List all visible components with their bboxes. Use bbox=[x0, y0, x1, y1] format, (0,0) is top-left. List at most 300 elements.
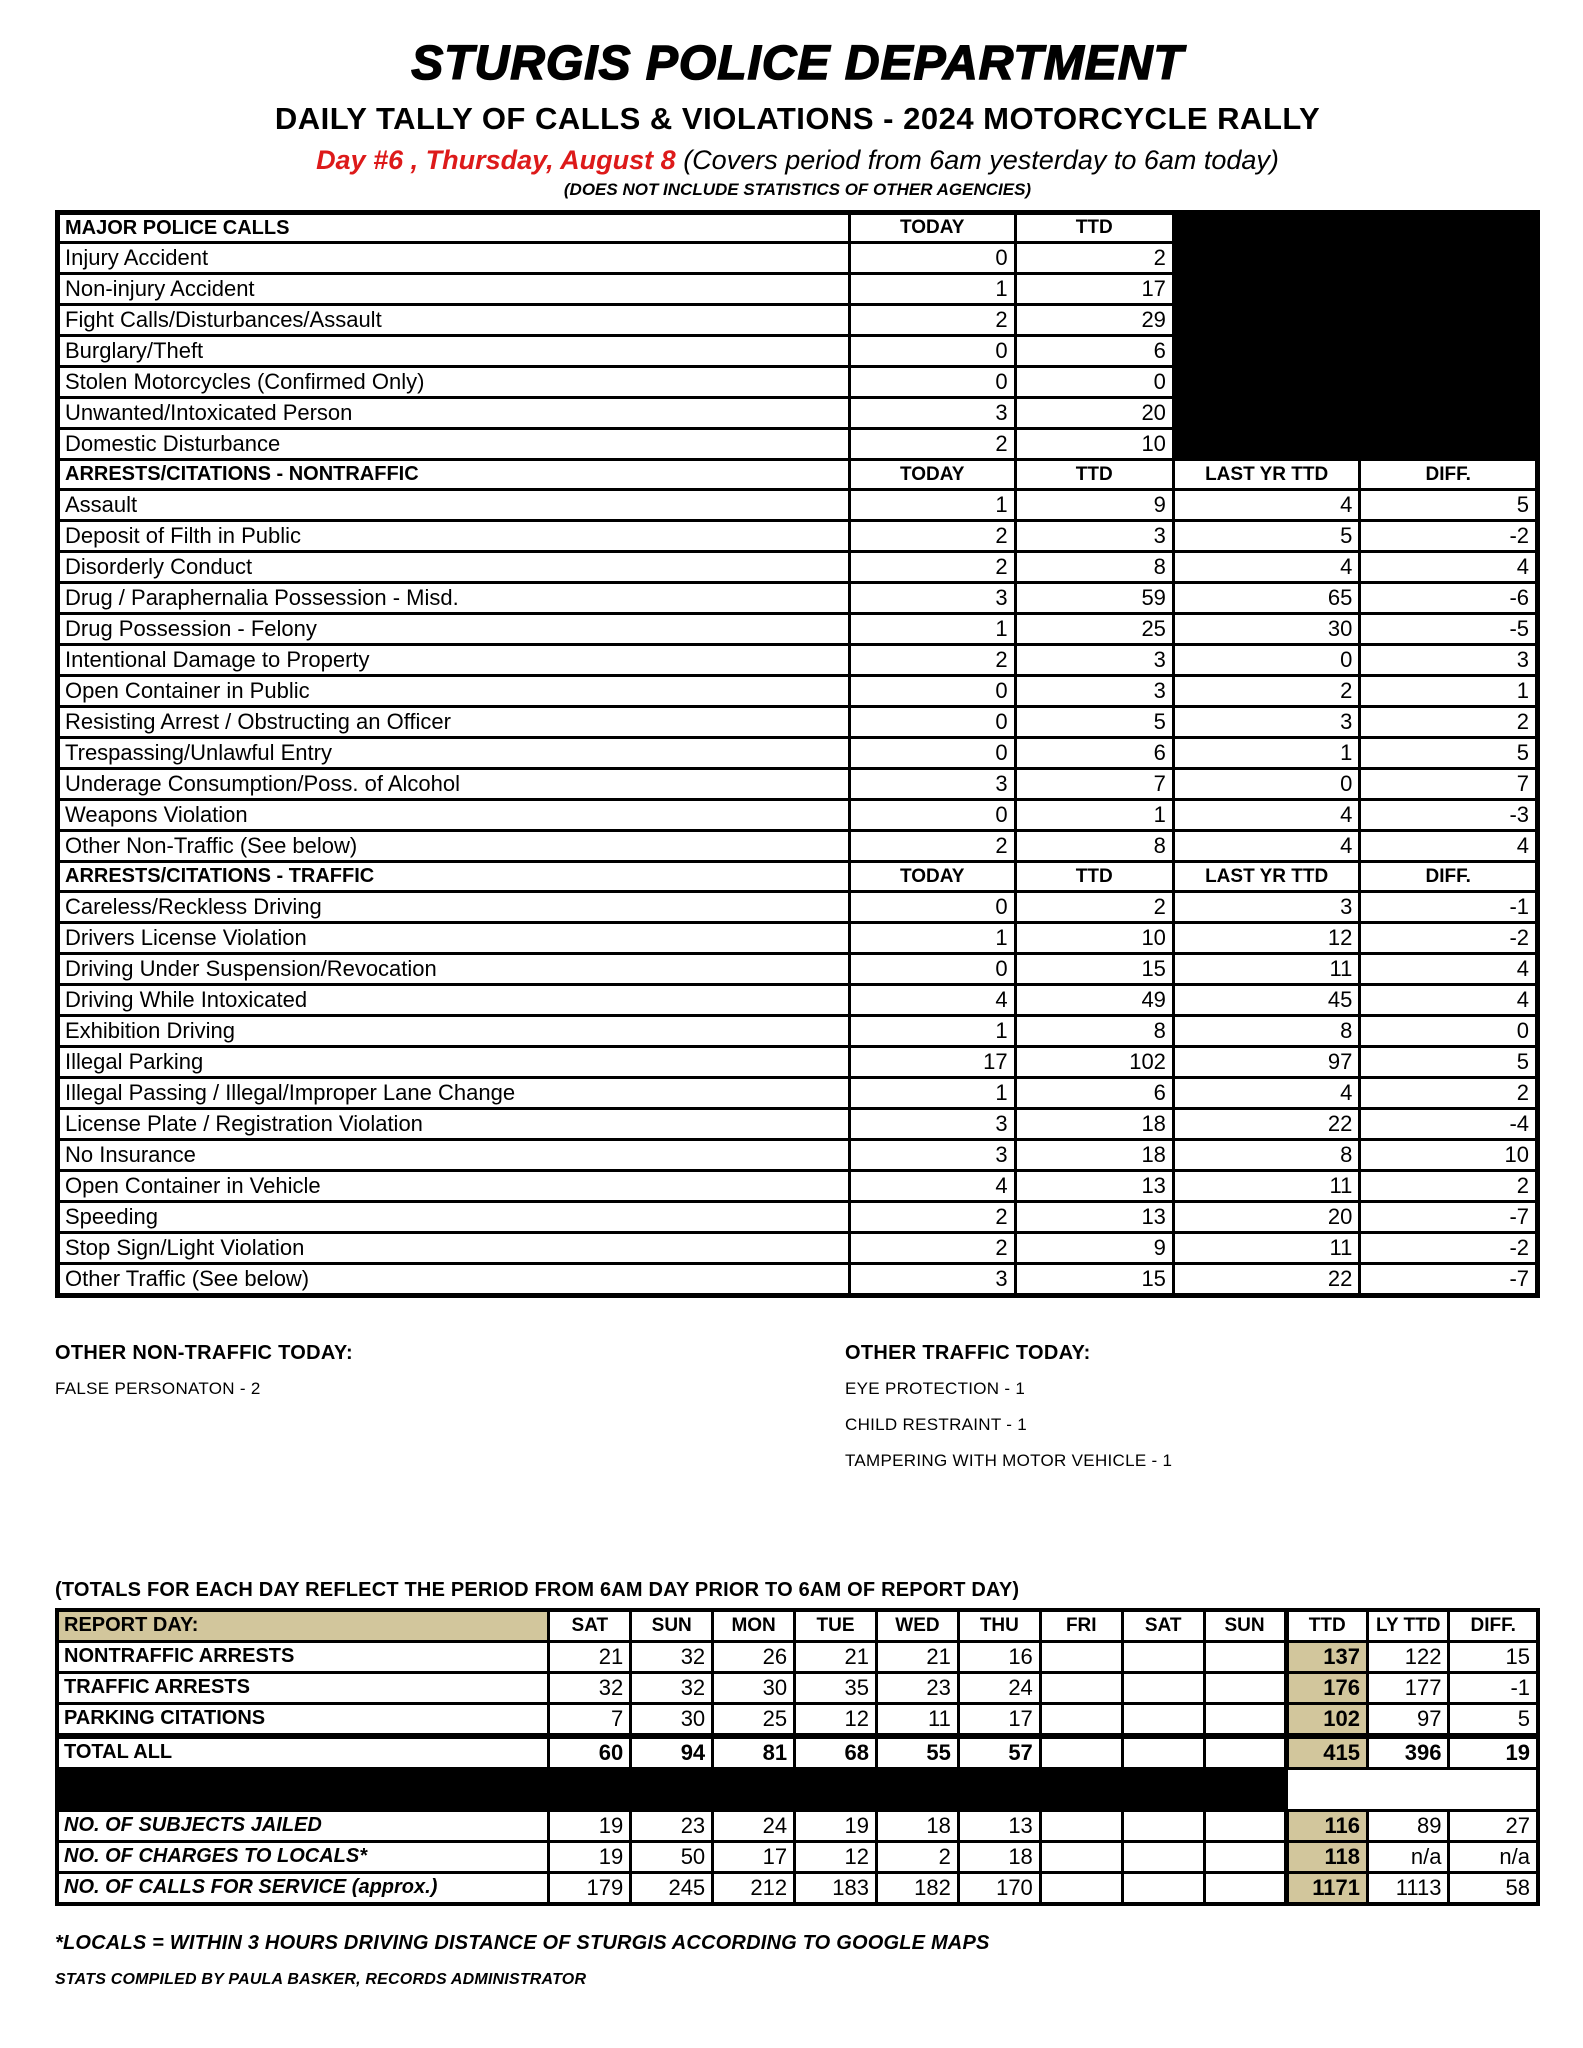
other-traffic-block bbox=[845, 1342, 1540, 1487]
daily-totals-caption: (TOTALS FOR EACH DAY REFLECT THE PERIOD FROM 6AM DAY PRIOR TO 6AM OF REPORT DAY) bbox=[55, 1579, 1020, 1601]
row-label: Resisting Arrest / Obstructing an Officer bbox=[58, 707, 850, 738]
report-day-heading: Day #6 , Thursday, August 8 bbox=[316, 145, 676, 175]
table-row bbox=[58, 954, 1538, 985]
value-cell: 6 bbox=[1015, 1078, 1173, 1109]
table-row bbox=[58, 831, 1538, 862]
value-cell: 3 bbox=[1173, 707, 1359, 738]
last-year-ttd-cell: 396 bbox=[1367, 1736, 1448, 1769]
value-cell: 3 bbox=[849, 398, 1015, 429]
section-title: ARRESTS/CITATIONS - NONTRAFFIC bbox=[58, 460, 850, 490]
value-cell: 2 bbox=[1360, 1171, 1538, 1202]
day-value-cell bbox=[1204, 1841, 1286, 1872]
locals-footnote: *LOCALS = WITHIN 3 HOURS DRIVING DISTANCE OF STURGIS ACCORDING TO GOOGLE MAPS bbox=[55, 1931, 990, 1954]
value-cell: 2 bbox=[1360, 707, 1538, 738]
day-value-cell: 19 bbox=[795, 1810, 877, 1841]
separator-band-white bbox=[1286, 1768, 1538, 1810]
value-cell: 4 bbox=[1173, 1078, 1359, 1109]
value-cell: 0 bbox=[849, 892, 1015, 923]
value-cell: 3 bbox=[849, 1264, 1015, 1296]
day-value-cell: 21 bbox=[549, 1641, 631, 1672]
value-cell: 0 bbox=[1173, 645, 1359, 676]
table-row bbox=[57, 1841, 1538, 1872]
table-row bbox=[58, 676, 1538, 707]
value-cell: 20 bbox=[1015, 398, 1173, 429]
column-header: SUN bbox=[631, 1610, 713, 1641]
value-cell: 1 bbox=[1015, 800, 1173, 831]
ttd-value-cell: 176 bbox=[1286, 1672, 1367, 1703]
value-cell: -2 bbox=[1360, 923, 1538, 954]
value-cell: 1 bbox=[849, 490, 1015, 521]
value-cell: 11 bbox=[1173, 954, 1359, 985]
row-label: TRAFFIC ARRESTS bbox=[57, 1672, 549, 1703]
value-cell: 20 bbox=[1173, 1202, 1359, 1233]
day-value-cell bbox=[1204, 1703, 1286, 1736]
value-cell: 15 bbox=[1015, 1264, 1173, 1296]
row-label: Drug / Paraphernalia Possession - Misd. bbox=[58, 583, 850, 614]
day-value-cell bbox=[1122, 1810, 1204, 1841]
day-value-cell bbox=[1122, 1736, 1204, 1769]
last-year-ttd-cell: 122 bbox=[1367, 1641, 1448, 1672]
row-label: Careless/Reckless Driving bbox=[58, 892, 850, 923]
value-cell: 2 bbox=[849, 1233, 1015, 1264]
day-value-cell bbox=[1204, 1872, 1286, 1904]
table-row bbox=[58, 552, 1538, 583]
day-value-cell: 94 bbox=[631, 1736, 713, 1769]
value-cell: 3 bbox=[849, 583, 1015, 614]
row-label: Trespassing/Unlawful Entry bbox=[58, 738, 850, 769]
column-header: DIFF. bbox=[1360, 862, 1538, 892]
column-header: MON bbox=[713, 1610, 795, 1641]
row-label: Speeding bbox=[58, 1202, 850, 1233]
row-label: NONTRAFFIC ARRESTS bbox=[57, 1641, 549, 1672]
table-row bbox=[58, 1047, 1538, 1078]
diff-value-cell: 27 bbox=[1449, 1810, 1538, 1841]
value-cell: 10 bbox=[1360, 1140, 1538, 1171]
value-cell: 0 bbox=[849, 800, 1015, 831]
day-value-cell bbox=[1204, 1736, 1286, 1769]
day-value-cell: 30 bbox=[631, 1703, 713, 1736]
day-value-cell: 35 bbox=[795, 1672, 877, 1703]
value-cell: 12 bbox=[1173, 923, 1359, 954]
ttd-value-cell: 102 bbox=[1286, 1703, 1367, 1736]
day-value-cell bbox=[1040, 1872, 1122, 1904]
value-cell: 0 bbox=[1173, 769, 1359, 800]
column-header: TODAY bbox=[849, 213, 1015, 243]
row-label: Illegal Parking bbox=[58, 1047, 850, 1078]
day-value-cell: 24 bbox=[713, 1810, 795, 1841]
value-cell: 2 bbox=[849, 552, 1015, 583]
value-cell: 5 bbox=[1173, 521, 1359, 552]
value-cell: -7 bbox=[1360, 1264, 1538, 1296]
day-value-cell bbox=[1122, 1672, 1204, 1703]
other-nontraffic-heading: OTHER NON-TRAFFIC TODAY: bbox=[55, 1342, 353, 1364]
value-cell: 0 bbox=[1360, 1016, 1538, 1047]
last-year-ttd-cell: 177 bbox=[1367, 1672, 1448, 1703]
column-header: TUE bbox=[795, 1610, 877, 1641]
row-label: Domestic Disturbance bbox=[58, 429, 850, 460]
row-label: Intentional Damage to Property bbox=[58, 645, 850, 676]
day-value-cell: 16 bbox=[958, 1641, 1040, 1672]
day-value-cell: 23 bbox=[876, 1672, 958, 1703]
column-header: TTD bbox=[1015, 862, 1173, 892]
row-label: Exhibition Driving bbox=[58, 1016, 850, 1047]
last-year-ttd-cell: n/a bbox=[1367, 1841, 1448, 1872]
separator-band-row bbox=[57, 1768, 1538, 1810]
page-title: STURGIS POLICE DEPARTMENT bbox=[411, 37, 1184, 90]
day-value-cell: 245 bbox=[631, 1872, 713, 1904]
value-cell: 18 bbox=[1015, 1140, 1173, 1171]
other-traffic-items bbox=[845, 1379, 1540, 1471]
value-cell: 5 bbox=[1015, 707, 1173, 738]
value-cell: 1 bbox=[849, 1016, 1015, 1047]
row-label: Disorderly Conduct bbox=[58, 552, 850, 583]
calls-violations-table-body bbox=[58, 213, 1538, 1296]
agency-note: (DOES NOT INCLUDE STATISTICS OF OTHER AGENCIES) bbox=[563, 180, 1032, 199]
column-header: TTD bbox=[1015, 213, 1173, 243]
day-value-cell: 21 bbox=[876, 1641, 958, 1672]
row-label: Burglary/Theft bbox=[58, 336, 850, 367]
daily-totals-table bbox=[55, 1608, 1540, 1906]
value-cell: 4 bbox=[1360, 552, 1538, 583]
day-value-cell: 32 bbox=[631, 1672, 713, 1703]
other-item: CHILD RESTRAINT - 1 bbox=[845, 1415, 1028, 1434]
day-value-cell bbox=[1040, 1736, 1122, 1769]
value-cell: 2 bbox=[849, 521, 1015, 552]
value-cell: 4 bbox=[1173, 800, 1359, 831]
day-value-cell: 68 bbox=[795, 1736, 877, 1769]
day-value-cell: 17 bbox=[713, 1841, 795, 1872]
diff-value-cell: -1 bbox=[1449, 1672, 1538, 1703]
value-cell: 0 bbox=[849, 738, 1015, 769]
day-value-cell: 182 bbox=[876, 1872, 958, 1904]
table-row bbox=[57, 1736, 1538, 1769]
table-row bbox=[58, 583, 1538, 614]
table-row bbox=[58, 800, 1538, 831]
diff-value-cell: 19 bbox=[1449, 1736, 1538, 1769]
column-header: TODAY bbox=[849, 862, 1015, 892]
value-cell: 2 bbox=[1015, 892, 1173, 923]
value-cell: 8 bbox=[1015, 831, 1173, 862]
value-cell: -4 bbox=[1360, 1109, 1538, 1140]
value-cell: 22 bbox=[1173, 1264, 1359, 1296]
table-row bbox=[57, 1872, 1538, 1904]
day-value-cell bbox=[1040, 1672, 1122, 1703]
row-label: Other Traffic (See below) bbox=[58, 1264, 850, 1296]
value-cell: 0 bbox=[1015, 367, 1173, 398]
table-row bbox=[58, 707, 1538, 738]
day-value-cell: 32 bbox=[549, 1672, 631, 1703]
value-cell: 2 bbox=[1015, 243, 1173, 274]
day-value-cell bbox=[1122, 1872, 1204, 1904]
day-value-cell: 2 bbox=[876, 1841, 958, 1872]
value-cell: 65 bbox=[1173, 583, 1359, 614]
ttd-value-cell: 118 bbox=[1286, 1841, 1367, 1872]
other-nontraffic-items bbox=[55, 1379, 845, 1399]
row-label: No Insurance bbox=[58, 1140, 850, 1171]
day-value-cell: 23 bbox=[631, 1810, 713, 1841]
value-cell: 10 bbox=[1015, 923, 1173, 954]
other-today-notes bbox=[55, 1342, 1540, 1487]
value-cell: 9 bbox=[1015, 1233, 1173, 1264]
value-cell: 13 bbox=[1015, 1202, 1173, 1233]
table-row bbox=[58, 614, 1538, 645]
value-cell: 2 bbox=[849, 831, 1015, 862]
value-cell: 0 bbox=[849, 954, 1015, 985]
value-cell: 11 bbox=[1173, 1171, 1359, 1202]
day-value-cell: 7 bbox=[549, 1703, 631, 1736]
table-row bbox=[58, 1202, 1538, 1233]
day-value-cell: 26 bbox=[713, 1641, 795, 1672]
day-value-cell: 19 bbox=[549, 1810, 631, 1841]
value-cell: -2 bbox=[1360, 521, 1538, 552]
other-traffic-heading: OTHER TRAFFIC TODAY: bbox=[845, 1342, 1091, 1364]
day-value-cell: 19 bbox=[549, 1841, 631, 1872]
value-cell: 2 bbox=[849, 429, 1015, 460]
section-title: ARRESTS/CITATIONS - TRAFFIC bbox=[58, 862, 850, 892]
row-label: Deposit of Filth in Public bbox=[58, 521, 850, 552]
column-header: DIFF. bbox=[1360, 460, 1538, 490]
value-cell: -7 bbox=[1360, 1202, 1538, 1233]
table-row bbox=[58, 521, 1538, 552]
column-header: TTD bbox=[1286, 1610, 1367, 1641]
column-header: SUN bbox=[1204, 1610, 1286, 1641]
day-value-cell: 32 bbox=[631, 1641, 713, 1672]
value-cell: 1 bbox=[849, 1078, 1015, 1109]
value-cell: 1 bbox=[849, 923, 1015, 954]
value-cell: -2 bbox=[1360, 1233, 1538, 1264]
column-header: THU bbox=[958, 1610, 1040, 1641]
column-header: TTD bbox=[1015, 460, 1173, 490]
value-cell: -5 bbox=[1360, 614, 1538, 645]
value-cell: 3 bbox=[1015, 521, 1173, 552]
value-cell: 5 bbox=[1360, 1047, 1538, 1078]
day-value-cell bbox=[1204, 1810, 1286, 1841]
table-row bbox=[58, 985, 1538, 1016]
value-cell: 2 bbox=[849, 1202, 1015, 1233]
table-row bbox=[58, 1233, 1538, 1264]
diff-value-cell: 5 bbox=[1449, 1703, 1538, 1736]
value-cell: 17 bbox=[1015, 274, 1173, 305]
table-row bbox=[57, 1703, 1538, 1736]
column-header: DIFF. bbox=[1449, 1610, 1538, 1641]
value-cell: 4 bbox=[1173, 552, 1359, 583]
value-cell: 8 bbox=[1173, 1016, 1359, 1047]
day-value-cell: 18 bbox=[876, 1810, 958, 1841]
value-cell: 2 bbox=[1360, 1078, 1538, 1109]
daily-header-row bbox=[57, 1610, 1538, 1641]
document-header bbox=[55, 36, 1540, 200]
value-cell: 4 bbox=[1173, 831, 1359, 862]
value-cell: 3 bbox=[849, 769, 1015, 800]
day-value-cell: 12 bbox=[795, 1703, 877, 1736]
day-value-cell bbox=[1122, 1703, 1204, 1736]
row-label: Injury Accident bbox=[58, 243, 850, 274]
column-header: SAT bbox=[1122, 1610, 1204, 1641]
row-label: Unwanted/Intoxicated Person bbox=[58, 398, 850, 429]
value-cell: 30 bbox=[1173, 614, 1359, 645]
day-value-cell: 50 bbox=[631, 1841, 713, 1872]
value-cell: 15 bbox=[1015, 954, 1173, 985]
row-label: PARKING CITATIONS bbox=[57, 1703, 549, 1736]
value-cell: 97 bbox=[1173, 1047, 1359, 1078]
day-value-cell: 17 bbox=[958, 1703, 1040, 1736]
value-cell: 6 bbox=[1015, 738, 1173, 769]
column-header: LAST YR TTD bbox=[1173, 460, 1359, 490]
ttd-value-cell: 116 bbox=[1286, 1810, 1367, 1841]
value-cell: 4 bbox=[849, 1171, 1015, 1202]
report-period-note: (Covers period from 6am yesterday to 6am today) bbox=[683, 145, 1279, 175]
day-value-cell bbox=[1122, 1641, 1204, 1672]
value-cell: 0 bbox=[849, 707, 1015, 738]
page-subtitle: DAILY TALLY OF CALLS & VIOLATIONS - 2024 MOTORCYCLE RALLY bbox=[274, 101, 1321, 136]
report-dateline bbox=[55, 145, 1540, 176]
calls-violations-table bbox=[55, 210, 1540, 1298]
row-label: Underage Consumption/Poss. of Alcohol bbox=[58, 769, 850, 800]
value-cell: 2 bbox=[849, 645, 1015, 676]
value-cell: 22 bbox=[1173, 1109, 1359, 1140]
value-cell: 49 bbox=[1015, 985, 1173, 1016]
column-header: WED bbox=[876, 1610, 958, 1641]
column-header: FRI bbox=[1040, 1610, 1122, 1641]
value-cell: 4 bbox=[1360, 831, 1538, 862]
row-label: Fight Calls/Disturbances/Assault bbox=[58, 305, 850, 336]
value-cell: -6 bbox=[1360, 583, 1538, 614]
column-header: LY TTD bbox=[1367, 1610, 1448, 1641]
table-row bbox=[58, 1140, 1538, 1171]
value-cell: 45 bbox=[1173, 985, 1359, 1016]
day-value-cell: 183 bbox=[795, 1872, 877, 1904]
row-label: NO. OF SUBJECTS JAILED bbox=[57, 1810, 549, 1841]
section-header-row bbox=[58, 213, 1538, 243]
day-value-cell: 60 bbox=[549, 1736, 631, 1769]
day-value-cell bbox=[1040, 1641, 1122, 1672]
day-value-cell bbox=[1122, 1841, 1204, 1872]
table-row bbox=[58, 490, 1538, 521]
value-cell: 3 bbox=[849, 1109, 1015, 1140]
day-value-cell: 179 bbox=[549, 1872, 631, 1904]
diff-value-cell: n/a bbox=[1449, 1841, 1538, 1872]
section-title: MAJOR POLICE CALLS bbox=[58, 213, 850, 243]
row-label: Other Non-Traffic (See below) bbox=[58, 831, 850, 862]
ttd-value-cell: 137 bbox=[1286, 1641, 1367, 1672]
day-value-cell: 170 bbox=[958, 1872, 1040, 1904]
table-row bbox=[58, 1078, 1538, 1109]
value-cell: 6 bbox=[1015, 336, 1173, 367]
table-row bbox=[58, 892, 1538, 923]
day-value-cell bbox=[1204, 1641, 1286, 1672]
day-value-cell bbox=[1040, 1810, 1122, 1841]
table-row bbox=[58, 645, 1538, 676]
other-item: TAMPERING WITH MOTOR VEHICLE - 1 bbox=[845, 1451, 1173, 1470]
table-row bbox=[58, 769, 1538, 800]
report-day-label: REPORT DAY: bbox=[57, 1610, 549, 1641]
row-label: Stop Sign/Light Violation bbox=[58, 1233, 850, 1264]
value-cell: 18 bbox=[1015, 1109, 1173, 1140]
table-row bbox=[58, 923, 1538, 954]
day-value-cell: 12 bbox=[795, 1841, 877, 1872]
table-row bbox=[57, 1810, 1538, 1841]
other-item: EYE PROTECTION - 1 bbox=[845, 1379, 1026, 1398]
row-label: Weapons Violation bbox=[58, 800, 850, 831]
value-cell: 4 bbox=[1360, 985, 1538, 1016]
day-value-cell: 21 bbox=[795, 1641, 877, 1672]
value-cell: 11 bbox=[1173, 1233, 1359, 1264]
day-value-cell: 18 bbox=[958, 1841, 1040, 1872]
value-cell: 29 bbox=[1015, 305, 1173, 336]
day-value-cell bbox=[1040, 1703, 1122, 1736]
value-cell: 1 bbox=[849, 274, 1015, 305]
row-label: Assault bbox=[58, 490, 850, 521]
value-cell: 0 bbox=[849, 336, 1015, 367]
value-cell: 7 bbox=[1015, 769, 1173, 800]
value-cell: 9 bbox=[1015, 490, 1173, 521]
day-value-cell: 13 bbox=[958, 1810, 1040, 1841]
value-cell: 10 bbox=[1015, 429, 1173, 460]
table-row bbox=[58, 738, 1538, 769]
last-year-ttd-cell: 89 bbox=[1367, 1810, 1448, 1841]
last-year-ttd-cell: 1113 bbox=[1367, 1872, 1448, 1904]
diff-value-cell: 15 bbox=[1449, 1641, 1538, 1672]
value-cell: 0 bbox=[849, 676, 1015, 707]
value-cell: -3 bbox=[1360, 800, 1538, 831]
value-cell: 3 bbox=[1015, 676, 1173, 707]
separator-band-black bbox=[57, 1768, 1286, 1810]
value-cell: 4 bbox=[1173, 490, 1359, 521]
table-row bbox=[58, 1264, 1538, 1296]
row-label: Drug Possession - Felony bbox=[58, 614, 850, 645]
column-header: LAST YR TTD bbox=[1173, 862, 1359, 892]
row-label: NO. OF CALLS FOR SERVICE (approx.) bbox=[57, 1872, 549, 1904]
day-value-cell: 57 bbox=[958, 1736, 1040, 1769]
value-cell: 2 bbox=[1173, 676, 1359, 707]
row-label: Drivers License Violation bbox=[58, 923, 850, 954]
row-label: Open Container in Vehicle bbox=[58, 1171, 850, 1202]
day-value-cell bbox=[1040, 1841, 1122, 1872]
last-year-ttd-cell: 97 bbox=[1367, 1703, 1448, 1736]
value-cell: 3 bbox=[1173, 892, 1359, 923]
value-cell: 17 bbox=[849, 1047, 1015, 1078]
section-header-row bbox=[58, 460, 1538, 490]
row-label: Non-injury Accident bbox=[58, 274, 850, 305]
day-value-cell: 30 bbox=[713, 1672, 795, 1703]
day-value-cell bbox=[1204, 1672, 1286, 1703]
row-label: TOTAL ALL bbox=[57, 1736, 549, 1769]
value-cell: 0 bbox=[849, 243, 1015, 274]
compiled-by-note: STATS COMPILED BY PAULA BASKER, RECORDS ADMINISTRATOR bbox=[55, 1970, 587, 1988]
day-value-cell: 212 bbox=[713, 1872, 795, 1904]
table-row bbox=[58, 1016, 1538, 1047]
value-cell: 3 bbox=[1015, 645, 1173, 676]
value-cell: 25 bbox=[1015, 614, 1173, 645]
section-header-row bbox=[58, 862, 1538, 892]
value-cell: 7 bbox=[1360, 769, 1538, 800]
day-value-cell: 25 bbox=[713, 1703, 795, 1736]
value-cell: 4 bbox=[849, 985, 1015, 1016]
row-label: Driving While Intoxicated bbox=[58, 985, 850, 1016]
row-label: NO. OF CHARGES TO LOCALS* bbox=[57, 1841, 549, 1872]
value-cell: 59 bbox=[1015, 583, 1173, 614]
value-cell: 1 bbox=[1173, 738, 1359, 769]
value-cell: 2 bbox=[849, 305, 1015, 336]
table-row bbox=[58, 1109, 1538, 1140]
table-row bbox=[57, 1672, 1538, 1703]
column-header: SAT bbox=[549, 1610, 631, 1641]
column-header: TODAY bbox=[849, 460, 1015, 490]
value-cell: 5 bbox=[1360, 738, 1538, 769]
day-value-cell: 24 bbox=[958, 1672, 1040, 1703]
redacted-area bbox=[1173, 213, 1537, 460]
row-label: License Plate / Registration Violation bbox=[58, 1109, 850, 1140]
